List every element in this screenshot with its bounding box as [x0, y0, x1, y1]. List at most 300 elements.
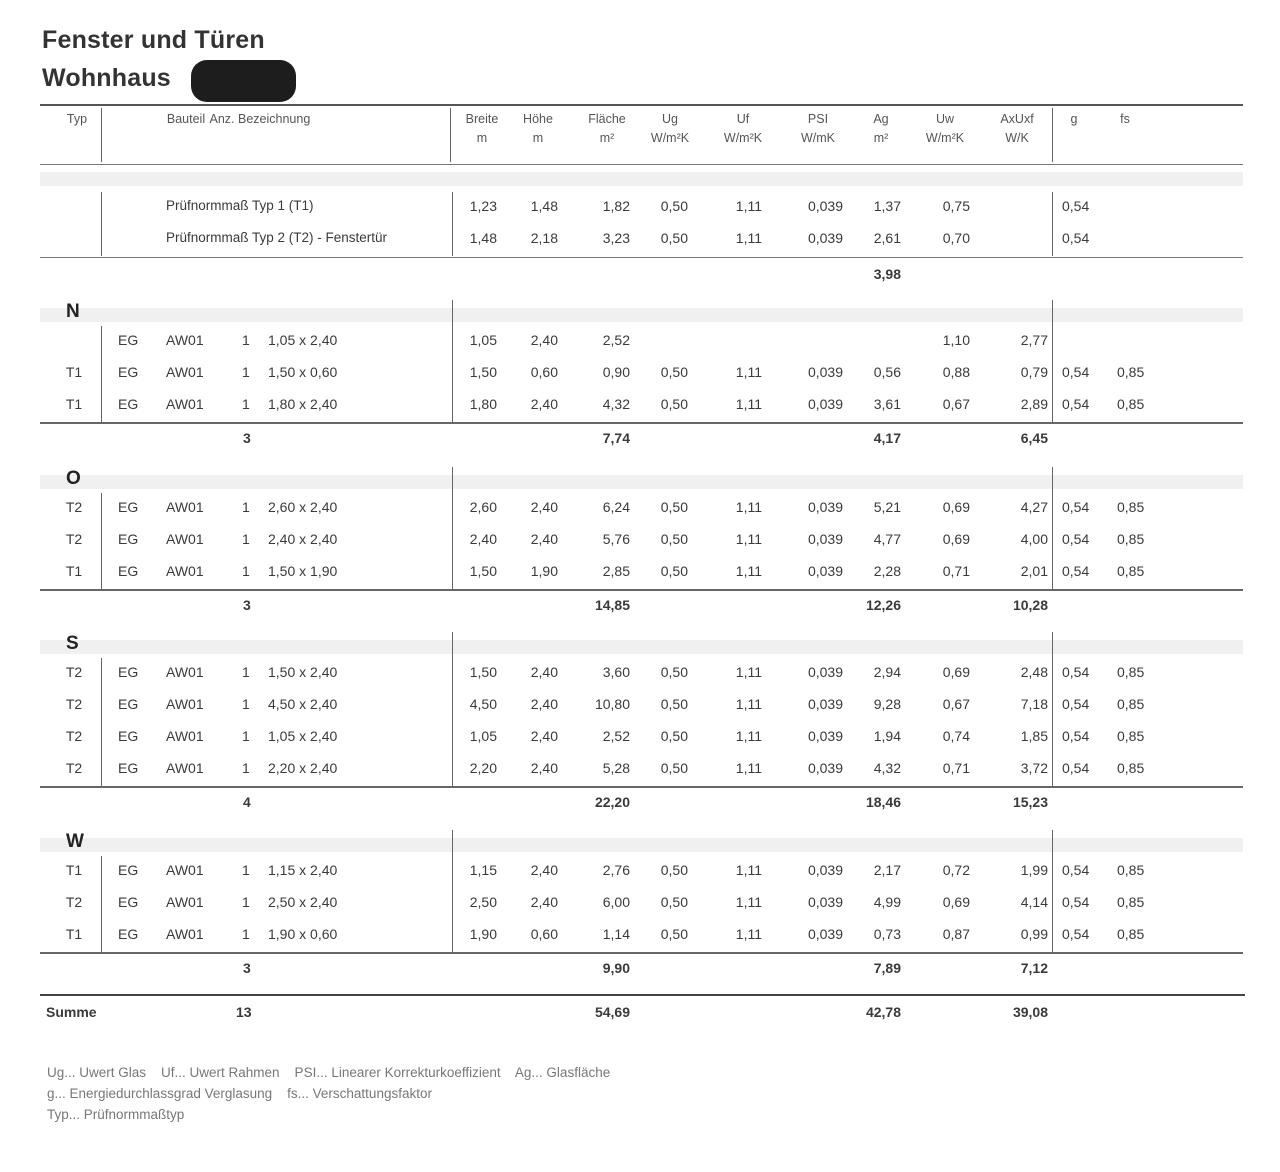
- header-ag-unit: m²: [873, 131, 889, 145]
- cell-uw: 0,67: [942, 696, 970, 712]
- cell-bezeichnung: 2,40 x 2,40: [268, 531, 338, 547]
- cell-anz: 1: [242, 531, 250, 547]
- group-sum-flaeche: 22,20: [594, 794, 630, 810]
- header-g: g: [1070, 112, 1078, 126]
- cell-ag: 0,56: [873, 364, 901, 380]
- row-divider: [1052, 192, 1053, 256]
- cell-uw: 0,69: [942, 499, 970, 515]
- cell-uw: 0,69: [942, 664, 970, 680]
- group-rule: [40, 786, 1243, 788]
- cell-breite: 1,23: [469, 198, 497, 214]
- cell-breite: 2,50: [469, 894, 497, 910]
- cell-bezeichnung: 1,90 x 0,60: [268, 926, 338, 942]
- cell-typ: T1: [65, 364, 83, 380]
- cell-ag: 4,32: [873, 760, 901, 776]
- cell-bezeichnung: 1,50 x 0,60: [268, 364, 338, 380]
- cell-g: 0,54: [1062, 760, 1090, 776]
- cell-psi: 0,039: [807, 894, 843, 910]
- header-bauteil: Bauteil: [166, 112, 206, 126]
- cell-code: AW01: [166, 499, 204, 515]
- row-divider: [101, 326, 102, 422]
- cell-breite: 1,50: [469, 563, 497, 579]
- cell-uw: 0,87: [942, 926, 970, 942]
- cell-uf: 1,11: [735, 499, 762, 515]
- cell-g: 0,54: [1062, 664, 1090, 680]
- pruefnormmass-sum-ag: 3,98: [873, 266, 901, 282]
- header-ag-label: Ag: [873, 112, 889, 126]
- cell-breite: 1,05: [469, 728, 497, 744]
- cell-typ: T2: [65, 499, 83, 515]
- cell-psi: 0,039: [807, 760, 843, 776]
- group-sum-anz: 3: [243, 960, 251, 976]
- cell-code: AW01: [166, 696, 204, 712]
- cell-uw: 0,71: [942, 760, 970, 776]
- faint-band: [40, 172, 1243, 186]
- cell-bezeichnung: 1,80 x 2,40: [268, 396, 338, 412]
- cell-fs: 0,85: [1117, 760, 1145, 776]
- cell-fs: 0,85: [1117, 894, 1145, 910]
- cell-flaeche: 0,90: [602, 364, 630, 380]
- cell-ag: 4,77: [873, 531, 901, 547]
- row-divider: [1052, 632, 1053, 786]
- cell-typ: T2: [65, 696, 83, 712]
- redaction-block: [191, 60, 296, 102]
- cell-axuxf: 1,85: [1020, 728, 1048, 744]
- cell-uf: 1,11: [735, 563, 762, 579]
- cell-typ: T2: [65, 760, 83, 776]
- cell-breite: 2,60: [469, 499, 497, 515]
- cell-hoehe: 2,40: [530, 499, 558, 515]
- total-anz: 13: [236, 1004, 252, 1020]
- cell-hoehe: 2,18: [530, 230, 558, 246]
- cell-bezeichnung: 2,50 x 2,40: [268, 894, 338, 910]
- header-ug-unit: W/m²K: [650, 131, 690, 145]
- group-sum-axuxf: 15,23: [1012, 794, 1048, 810]
- cell-fs: 0,85: [1117, 926, 1145, 942]
- cell-uf: 1,11: [735, 230, 762, 246]
- cell-typ: T2: [65, 728, 83, 744]
- cell-uf: 1,11: [735, 664, 762, 680]
- header-bezeichnung: Bezeichnung: [238, 112, 311, 126]
- orientation-S: S: [66, 633, 79, 654]
- cell-flaeche: 2,52: [602, 332, 630, 348]
- cell-bauteil: EG: [118, 862, 139, 878]
- cell-psi: 0,039: [807, 862, 843, 878]
- cell-code: AW01: [166, 760, 204, 776]
- cell-bauteil: EG: [118, 364, 139, 380]
- cell-fs: 0,85: [1117, 728, 1145, 744]
- cell-hoehe: 2,40: [530, 332, 558, 348]
- cell-code: AW01: [166, 563, 204, 579]
- cell-flaeche: 3,23: [602, 230, 630, 246]
- cell-psi: 0,039: [807, 531, 843, 547]
- cell-anz: 1: [242, 728, 250, 744]
- legend-line: Typ... Prüfnormmaßtyp: [47, 1107, 185, 1122]
- cell-breite: 1,80: [469, 396, 497, 412]
- cell-bauteil: EG: [118, 894, 139, 910]
- cell-anz: 1: [242, 499, 250, 515]
- cell-uf: 1,11: [735, 531, 762, 547]
- legend-line: g... Energiedurchlassgrad Verglasung fs... Verschattungsfaktor: [47, 1086, 432, 1101]
- row-divider: [101, 658, 102, 786]
- cell-ag: 2,28: [873, 563, 901, 579]
- cell-anz: 1: [242, 332, 250, 348]
- cell-flaeche: 1,14: [602, 926, 630, 942]
- cell-bezeichnung: 1,50 x 2,40: [268, 664, 338, 680]
- cell-bauteil: EG: [118, 396, 139, 412]
- cell-axuxf: 4,14: [1020, 894, 1048, 910]
- cell-uf: 1,11: [735, 728, 762, 744]
- faint-band: [40, 838, 1243, 852]
- cell-flaeche: 3,60: [602, 664, 630, 680]
- cell-psi: 0,039: [807, 563, 843, 579]
- cell-ug: 0,50: [660, 531, 688, 547]
- cell-bezeichnung: 1,15 x 2,40: [268, 862, 338, 878]
- cell-uf: 1,11: [735, 364, 762, 380]
- header-anz: Anz.: [209, 112, 235, 126]
- cell-typ: T1: [65, 862, 83, 878]
- cell-bauteil: EG: [118, 531, 139, 547]
- cell-g: 0,54: [1062, 396, 1090, 412]
- cell-uf: 1,11: [735, 862, 762, 878]
- cell-ag: 1,94: [873, 728, 901, 744]
- cell-bezeichnung: 4,50 x 2,40: [268, 696, 338, 712]
- header-axuxf-label: AxUxf: [1000, 112, 1034, 126]
- cell-g: 0,54: [1062, 862, 1090, 878]
- cell-fs: 0,85: [1117, 364, 1145, 380]
- cell-psi: 0,039: [807, 364, 843, 380]
- cell-flaeche: 1,82: [602, 198, 630, 214]
- orientation-N: N: [66, 301, 80, 322]
- cell-psi: 0,039: [807, 926, 843, 942]
- cell-flaeche: 4,32: [602, 396, 630, 412]
- cell-code: AW01: [166, 728, 204, 744]
- cell-axuxf: 0,79: [1020, 364, 1048, 380]
- total-axuxf: 39,08: [1012, 1004, 1048, 1020]
- cell-ag: 9,28: [873, 696, 901, 712]
- total-ag: 42,78: [865, 1004, 901, 1020]
- cell-hoehe: 2,40: [530, 396, 558, 412]
- cell-uf: 1,11: [735, 198, 762, 214]
- legend-line: Ug... Uwert Glas Uf... Uwert Rahmen PSI... Linearer Korrekturkoeffizient Ag... Glasfläche: [47, 1065, 611, 1080]
- table-top-rule: [40, 104, 1243, 106]
- header-uf-label: Uf: [736, 112, 750, 126]
- cell-psi: 0,039: [807, 696, 843, 712]
- header-flaeche-label: Fläche: [588, 112, 626, 126]
- cell-ug: 0,50: [660, 563, 688, 579]
- cell-ug: 0,50: [660, 760, 688, 776]
- cell-uf: 1,11: [735, 926, 762, 942]
- cell-bauteil: EG: [118, 664, 139, 680]
- cell-hoehe: 1,48: [530, 198, 558, 214]
- cell-ug: 0,50: [660, 499, 688, 515]
- cell-hoehe: 1,90: [530, 563, 558, 579]
- group-sum-ag: 18,46: [865, 794, 901, 810]
- row-divider: [101, 493, 102, 589]
- cell-uw: 1,10: [942, 332, 970, 348]
- group-rule: [40, 422, 1243, 424]
- cell-typ: T1: [65, 563, 83, 579]
- cell-fs: 0,85: [1117, 531, 1145, 547]
- group-sum-flaeche: 9,90: [602, 960, 630, 976]
- cell-g: 0,54: [1062, 499, 1090, 515]
- cell-bauteil: EG: [118, 926, 139, 942]
- cell-uw: 0,88: [942, 364, 970, 380]
- cell-psi: 0,039: [807, 499, 843, 515]
- cell-anz: 1: [242, 894, 250, 910]
- cell-flaeche: 2,52: [602, 728, 630, 744]
- cell-hoehe: 2,40: [530, 862, 558, 878]
- cell-anz: 1: [242, 364, 250, 380]
- cell-code: AW01: [166, 531, 204, 547]
- cell-fs: 0,85: [1117, 696, 1145, 712]
- cell-uw: 0,70: [942, 230, 970, 246]
- cell-psi: 0,039: [807, 396, 843, 412]
- header-psi-unit: W/mK: [800, 131, 836, 145]
- cell-fs: 0,85: [1117, 499, 1145, 515]
- cell-g: 0,54: [1062, 198, 1090, 214]
- cell-axuxf: 4,27: [1020, 499, 1048, 515]
- cell-breite: 1,50: [469, 364, 497, 380]
- header-divider: [1052, 108, 1053, 162]
- header-divider: [450, 108, 451, 162]
- cell-g: 0,54: [1062, 696, 1090, 712]
- total-flaeche: 54,69: [594, 1004, 630, 1020]
- cell-bauteil: EG: [118, 499, 139, 515]
- cell-flaeche: 6,24: [602, 499, 630, 515]
- cell-anz: 1: [242, 926, 250, 942]
- cell-ug: 0,50: [660, 396, 688, 412]
- cell-g: 0,54: [1062, 531, 1090, 547]
- group-sum-anz: 3: [243, 597, 251, 613]
- cell-flaeche: 5,28: [602, 760, 630, 776]
- cell-breite: 1,05: [469, 332, 497, 348]
- cell-axuxf: 2,48: [1020, 664, 1048, 680]
- cell-code: AW01: [166, 364, 204, 380]
- cell-axuxf: 4,00: [1020, 531, 1048, 547]
- cell-psi: 0,039: [807, 728, 843, 744]
- header-uw-unit: W/m²K: [925, 131, 965, 145]
- cell-g: 0,54: [1062, 894, 1090, 910]
- orientation-O: O: [66, 468, 81, 489]
- cell-hoehe: 2,40: [530, 696, 558, 712]
- cell-ug: 0,50: [660, 198, 688, 214]
- cell-ug: 0,50: [660, 728, 688, 744]
- cell-breite: 1,15: [469, 862, 497, 878]
- group-sum-ag: 4,17: [873, 430, 901, 446]
- pruefnormmass-bezeichnung: Prüfnormmaß Typ 2 (T2) - Fenstertür: [166, 230, 388, 245]
- cell-uw: 0,69: [942, 894, 970, 910]
- cell-ag: 0,73: [873, 926, 901, 942]
- cell-fs: 0,85: [1117, 862, 1145, 878]
- cell-ug: 0,50: [660, 364, 688, 380]
- document-title: Fenster und Türen: [42, 26, 265, 54]
- cell-bauteil: EG: [118, 760, 139, 776]
- cell-ag: 2,61: [873, 230, 901, 246]
- cell-breite: 2,40: [469, 531, 497, 547]
- total-label: Summe: [46, 1004, 97, 1020]
- cell-uf: 1,11: [735, 760, 762, 776]
- cell-anz: 1: [242, 664, 250, 680]
- cell-axuxf: 7,18: [1020, 696, 1048, 712]
- cell-bezeichnung: 1,05 x 2,40: [268, 728, 338, 744]
- cell-flaeche: 10,80: [594, 696, 630, 712]
- header-breite-unit: m: [476, 131, 488, 145]
- header-hoehe-label: Höhe: [523, 112, 553, 126]
- header-breite-label: Breite: [465, 112, 499, 126]
- group-sum-axuxf: 10,28: [1012, 597, 1048, 613]
- orientation-W: W: [66, 831, 84, 852]
- cell-uw: 0,71: [942, 563, 970, 579]
- cell-anz: 1: [242, 862, 250, 878]
- cell-code: AW01: [166, 894, 204, 910]
- cell-g: 0,54: [1062, 728, 1090, 744]
- cell-anz: 1: [242, 760, 250, 776]
- cell-code: AW01: [166, 862, 204, 878]
- cell-ug: 0,50: [660, 862, 688, 878]
- cell-ug: 0,50: [660, 894, 688, 910]
- cell-uw: 0,69: [942, 531, 970, 547]
- header-axuxf-unit: W/K: [1005, 131, 1029, 145]
- total-rule: [40, 994, 1245, 996]
- cell-code: AW01: [166, 664, 204, 680]
- cell-breite: 4,50: [469, 696, 497, 712]
- cell-uw: 0,74: [942, 728, 970, 744]
- cell-code: AW01: [166, 396, 204, 412]
- cell-typ: T2: [65, 531, 83, 547]
- group-sum-anz: 3: [243, 430, 251, 446]
- cell-fs: 0,85: [1117, 563, 1145, 579]
- cell-uf: 1,11: [735, 396, 762, 412]
- cell-g: 0,54: [1062, 230, 1090, 246]
- cell-code: AW01: [166, 332, 204, 348]
- row-divider: [1052, 830, 1053, 952]
- group-sum-flaeche: 14,85: [594, 597, 630, 613]
- cell-hoehe: 2,40: [530, 664, 558, 680]
- cell-ag: 5,21: [873, 499, 901, 515]
- cell-flaeche: 2,85: [602, 563, 630, 579]
- cell-ag: 3,61: [873, 396, 901, 412]
- cell-uf: 1,11: [735, 696, 762, 712]
- cell-hoehe: 2,40: [530, 894, 558, 910]
- cell-flaeche: 2,76: [602, 862, 630, 878]
- header-divider: [101, 108, 102, 162]
- cell-uf: 1,11: [735, 894, 762, 910]
- header-psi-label: PSI: [807, 112, 829, 126]
- cell-psi: 0,039: [807, 198, 843, 214]
- cell-bauteil: EG: [118, 728, 139, 744]
- row-divider: [101, 192, 102, 256]
- cell-typ: T2: [65, 894, 83, 910]
- cell-ag: 1,37: [873, 198, 901, 214]
- faint-band: [40, 475, 1243, 489]
- group-rule: [40, 952, 1243, 954]
- document-subtitle: Wohnhaus: [42, 64, 171, 92]
- cell-fs: 0,85: [1117, 664, 1145, 680]
- cell-uw: 0,67: [942, 396, 970, 412]
- header-uw-label: Uw: [935, 112, 955, 126]
- cell-axuxf: 2,01: [1020, 563, 1048, 579]
- cell-hoehe: 2,40: [530, 728, 558, 744]
- group-sum-flaeche: 7,74: [602, 430, 630, 446]
- cell-typ: T1: [65, 396, 83, 412]
- cell-ug: 0,50: [660, 664, 688, 680]
- cell-breite: 2,20: [469, 760, 497, 776]
- pruefnormmass-bezeichnung: Prüfnormmaß Typ 1 (T1): [166, 198, 314, 213]
- faint-band: [40, 308, 1243, 322]
- group-rule: [40, 589, 1243, 591]
- cell-hoehe: 2,40: [530, 531, 558, 547]
- cell-ag: 2,17: [873, 862, 901, 878]
- group-sum-ag: 7,89: [873, 960, 901, 976]
- group-sum-axuxf: 6,45: [1020, 430, 1048, 446]
- header-bottom-rule: [40, 164, 1243, 165]
- row-divider: [101, 856, 102, 952]
- cell-breite: 1,50: [469, 664, 497, 680]
- cell-bezeichnung: 1,50 x 1,90: [268, 563, 338, 579]
- cell-g: 0,54: [1062, 563, 1090, 579]
- cell-ug: 0,50: [660, 926, 688, 942]
- cell-axuxf: 1,99: [1020, 862, 1048, 878]
- cell-hoehe: 0,60: [530, 926, 558, 942]
- cell-hoehe: 2,40: [530, 760, 558, 776]
- cell-typ: T1: [65, 926, 83, 942]
- cell-flaeche: 5,76: [602, 531, 630, 547]
- cell-anz: 1: [242, 563, 250, 579]
- faint-band: [40, 640, 1243, 654]
- cell-anz: 1: [242, 396, 250, 412]
- cell-uw: 0,72: [942, 862, 970, 878]
- group-sum-axuxf: 7,12: [1020, 960, 1048, 976]
- cell-breite: 1,90: [469, 926, 497, 942]
- cell-breite: 1,48: [469, 230, 497, 246]
- cell-axuxf: 2,77: [1020, 332, 1048, 348]
- block-rule: [40, 257, 1243, 258]
- cell-axuxf: 2,89: [1020, 396, 1048, 412]
- cell-ag: 2,94: [873, 664, 901, 680]
- cell-axuxf: 3,72: [1020, 760, 1048, 776]
- cell-psi: 0,039: [807, 664, 843, 680]
- cell-bezeichnung: 2,60 x 2,40: [268, 499, 338, 515]
- cell-bauteil: EG: [118, 563, 139, 579]
- cell-uw: 0,75: [942, 198, 970, 214]
- cell-bezeichnung: 1,05 x 2,40: [268, 332, 338, 348]
- cell-ug: 0,50: [660, 230, 688, 246]
- cell-typ: T2: [65, 664, 83, 680]
- cell-axuxf: 0,99: [1020, 926, 1048, 942]
- row-divider: [1052, 300, 1053, 422]
- header-uf-unit: W/m²K: [723, 131, 763, 145]
- cell-ag: 4,99: [873, 894, 901, 910]
- cell-psi: 0,039: [807, 230, 843, 246]
- row-divider: [1052, 467, 1053, 589]
- cell-bauteil: EG: [118, 696, 139, 712]
- row-divider: [452, 192, 453, 256]
- header-ug-label: Ug: [662, 112, 678, 126]
- group-sum-ag: 12,26: [865, 597, 901, 613]
- header-fs: fs: [1120, 112, 1130, 126]
- cell-g: 0,54: [1062, 364, 1090, 380]
- cell-anz: 1: [242, 696, 250, 712]
- header-flaeche-unit: m²: [599, 131, 615, 145]
- group-sum-anz: 4: [243, 794, 251, 810]
- cell-bezeichnung: 2,20 x 2,40: [268, 760, 338, 776]
- cell-hoehe: 0,60: [530, 364, 558, 380]
- cell-g: 0,54: [1062, 926, 1090, 942]
- cell-ug: 0,50: [660, 696, 688, 712]
- header-hoehe-unit: m: [532, 131, 544, 145]
- cell-bauteil: EG: [118, 332, 139, 348]
